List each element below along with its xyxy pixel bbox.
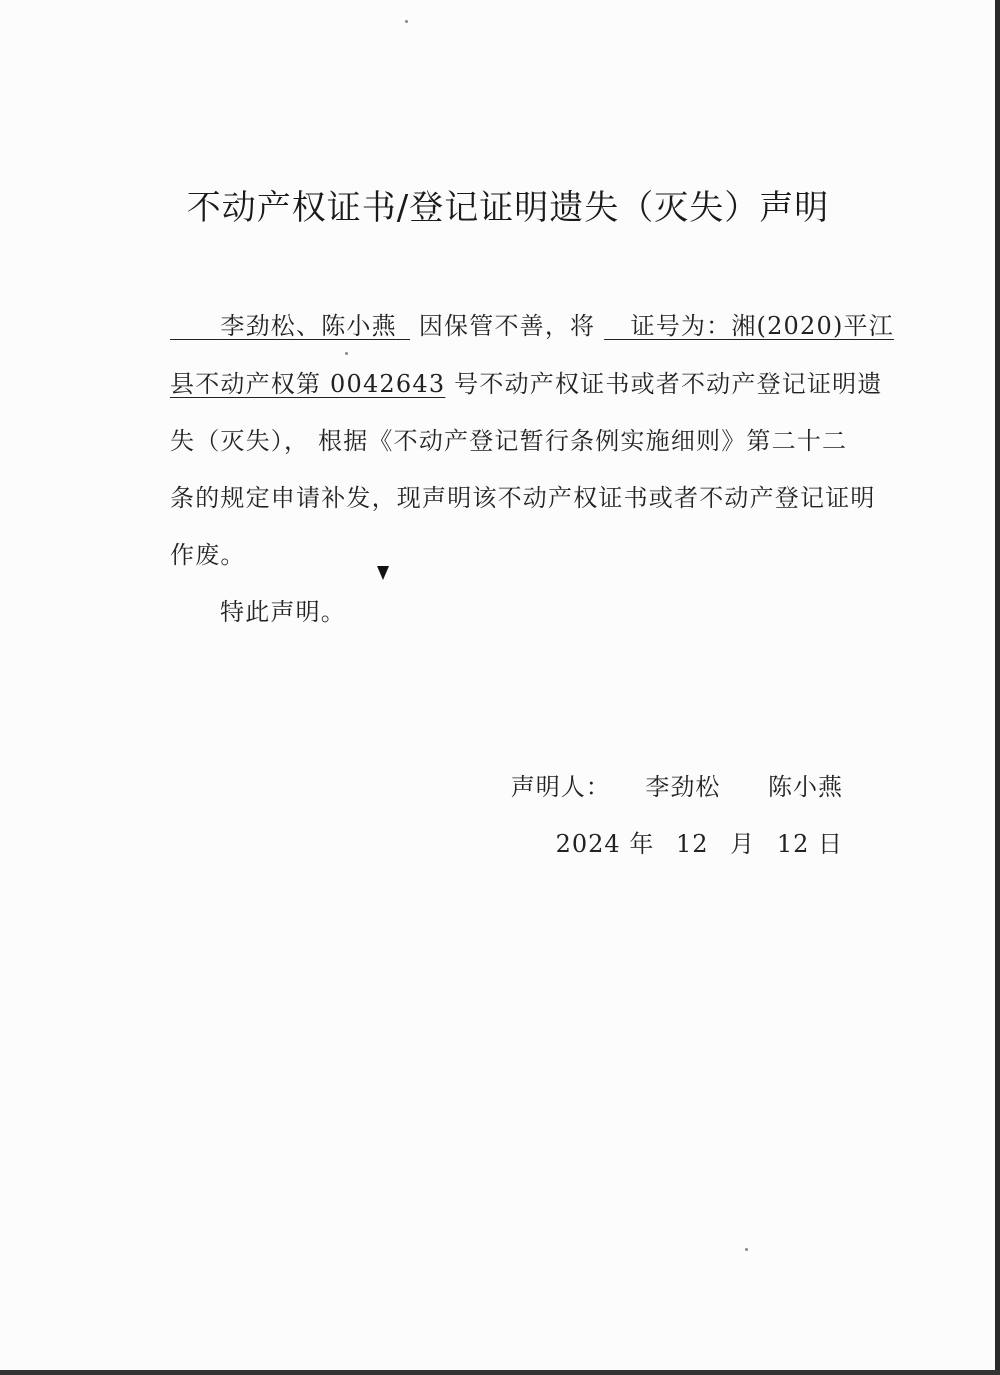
body-line-5: 作废。 [170,541,246,569]
date-month-unit: 月 [730,830,756,858]
body-line-3: 失（灭失）， 根据《不动产登记暂行条例实施细则》第二十二 [170,427,848,455]
scan-edge-right [995,0,1000,1375]
body-text-2: 号不动产权证书或者不动产登记证明遗 [454,370,883,398]
certificate-number-part-1: 证号为：湘(2020)平江 [630,312,894,340]
date-day: 12 [776,830,810,858]
declarant-names: 李劲松、陈小燕 [220,312,397,340]
body-line-1 [170,306,894,341]
body-line-2 [170,364,883,399]
signature-label: 声明人： [510,773,611,801]
body-text-1: 因保管不善，将 [418,312,596,340]
scan-speck [745,1248,748,1251]
body-line-4: 条的规定申请补发，现声明该不动产权证书或者不动产登记证明 [170,484,876,512]
date-year-unit: 年 [629,830,655,858]
date-day-unit: 日 [818,830,843,858]
scan-speck [405,20,408,23]
signature-name-1: 李劲松 [645,773,721,801]
certificate-number-part-2: 县不动产权第 0042643 [170,370,446,398]
signature-line [511,767,843,802]
scan-speck [345,352,348,355]
closing-statement: 特此声明。 [220,598,346,626]
signature-name-2: 陈小燕 [768,773,843,801]
date-year: 2024 [555,830,621,858]
declarant-names-underlined [170,312,410,340]
date-month: 12 [675,830,709,858]
scan-ink-mark [377,566,389,580]
certificate-number-part-1-underlined [604,312,894,340]
date-line [556,824,843,859]
scan-edge-bottom [0,1370,1000,1375]
document-title: 不动产权证书/登记证明遗失（灭失）声明 [186,188,830,228]
